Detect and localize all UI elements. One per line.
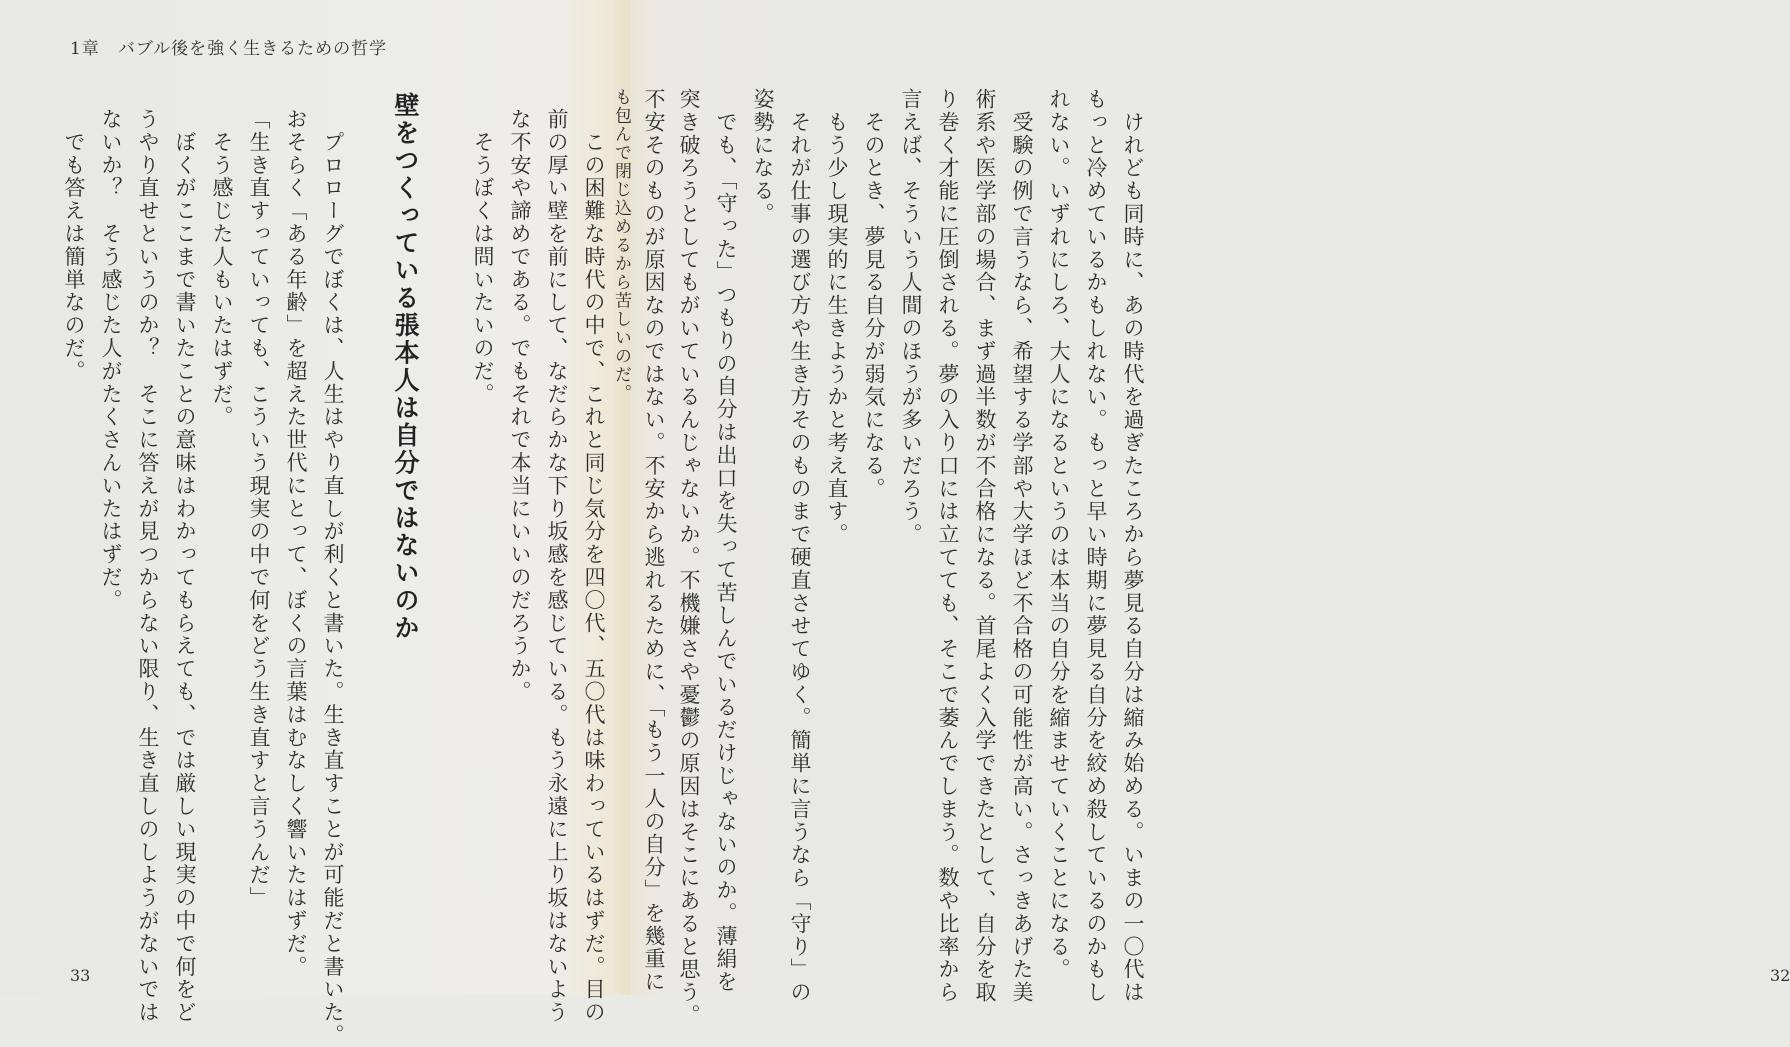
left-page [0, 0, 630, 1047]
text-column: もっと冷めているかもしれない。もっと早い時期に夢見る自分を絞め殺しているのかもし [1084, 88, 1108, 1004]
text-column: そうぼくは問いたいのだ。 [471, 108, 495, 406]
text-column: でも、「守った」つもりの自分は出口を失って苦しんでいるだけじゃないのか。薄絹を [714, 88, 738, 994]
text-column: そのとき、夢見る自分が弱気になる。 [862, 88, 886, 501]
text-column: れない。いずれにしろ、大人になるというのは本当の自分を縮ませていくことになる。 [1047, 88, 1071, 982]
text-column: 姿勢になる。 [751, 88, 775, 226]
text-column: でも答えは簡単なのだ。 [62, 108, 86, 383]
text-column: プロローグでぼくは、人生はやり直しが利くと書いた。生き直すことが可能だと書いた。 [321, 108, 345, 1047]
text-column: そう感じた人もいたはずだ。 [210, 108, 234, 429]
text-column: 前の厚い壁を前にして、なだらかな下り坂感を感じている。もう永遠に上り坂はないよう [545, 108, 569, 1024]
text-column: 受験の例で言うなら、希望する学部や大学ほど不合格の可能性が高い。さっきあげた美 [1010, 88, 1034, 1004]
text-column: 「生き直すっていっても、こういう現実の中で何をどう生き直すと言うんだ」 [247, 108, 271, 910]
running-head: 1章 バブル後を強く生きるための哲学 [70, 39, 388, 59]
text-column: 突き破ろうとしてもがいているんじゃないか。不機嫌さや憂鬱の原因はそこにあると思う。 [677, 88, 701, 1027]
text-column: ぼくがここまで書いたことの意味はわかってもらえても、では厳しい現実の中で何をど [173, 108, 197, 1024]
text-column: 不安そのものが原因なのではない。不安から逃れるために、「もう一人の自分」を幾重に [642, 88, 666, 994]
text-column: おそらく「ある年齢」を超えた世代にとって、ぼくの言葉はむなしく響いたはずだ。 [284, 108, 308, 979]
page-number-right: 32 [1770, 966, 1790, 985]
right-page [611, 0, 1790, 1027]
page-number-left: 33 [70, 966, 91, 985]
text-column: ないか？ そう感じた人がたくさんいたはずだ。 [99, 108, 123, 612]
text-column: この困難な時代の中で、これと同じ気分を四〇代、五〇代は味わっているはずだ。目の [582, 108, 606, 1024]
text-column: けれども同時に、あの時代を過ぎたころから夢見る自分は縮み始める。いまの一〇代は [1121, 88, 1145, 1004]
text-column: もう少し現実的に生きようかと考え直す。 [825, 88, 849, 546]
text-column: うやり直せというのか？ そこに答えが見つからない限り、生き直しのしようがないでは [136, 108, 160, 1024]
text-column: それが仕事の選び方や生き方そのものまで硬直させてゆく。簡単に言うなら「守り」の [788, 88, 812, 1004]
text-column: も包んで閉じ込めるから苦しいのだ。 [611, 88, 631, 403]
text-column: 言えば、そういう人間のほうが多いだろう。 [899, 88, 923, 546]
text-column: り巻く才能に圧倒される。夢の入り口には立てても、そこで萎んでしまう。数や比率から [936, 88, 960, 1004]
text-column: 術系や医学部の場合、まず過半数が不合格になる。首尾よく入学できたとして、自分を取 [973, 88, 997, 1004]
section-heading: 壁をつくっている張本人は自分ではないのか [391, 92, 420, 642]
text-column: な不安や諦めである。でもそれで本当にいいのだろうか。 [508, 108, 532, 704]
